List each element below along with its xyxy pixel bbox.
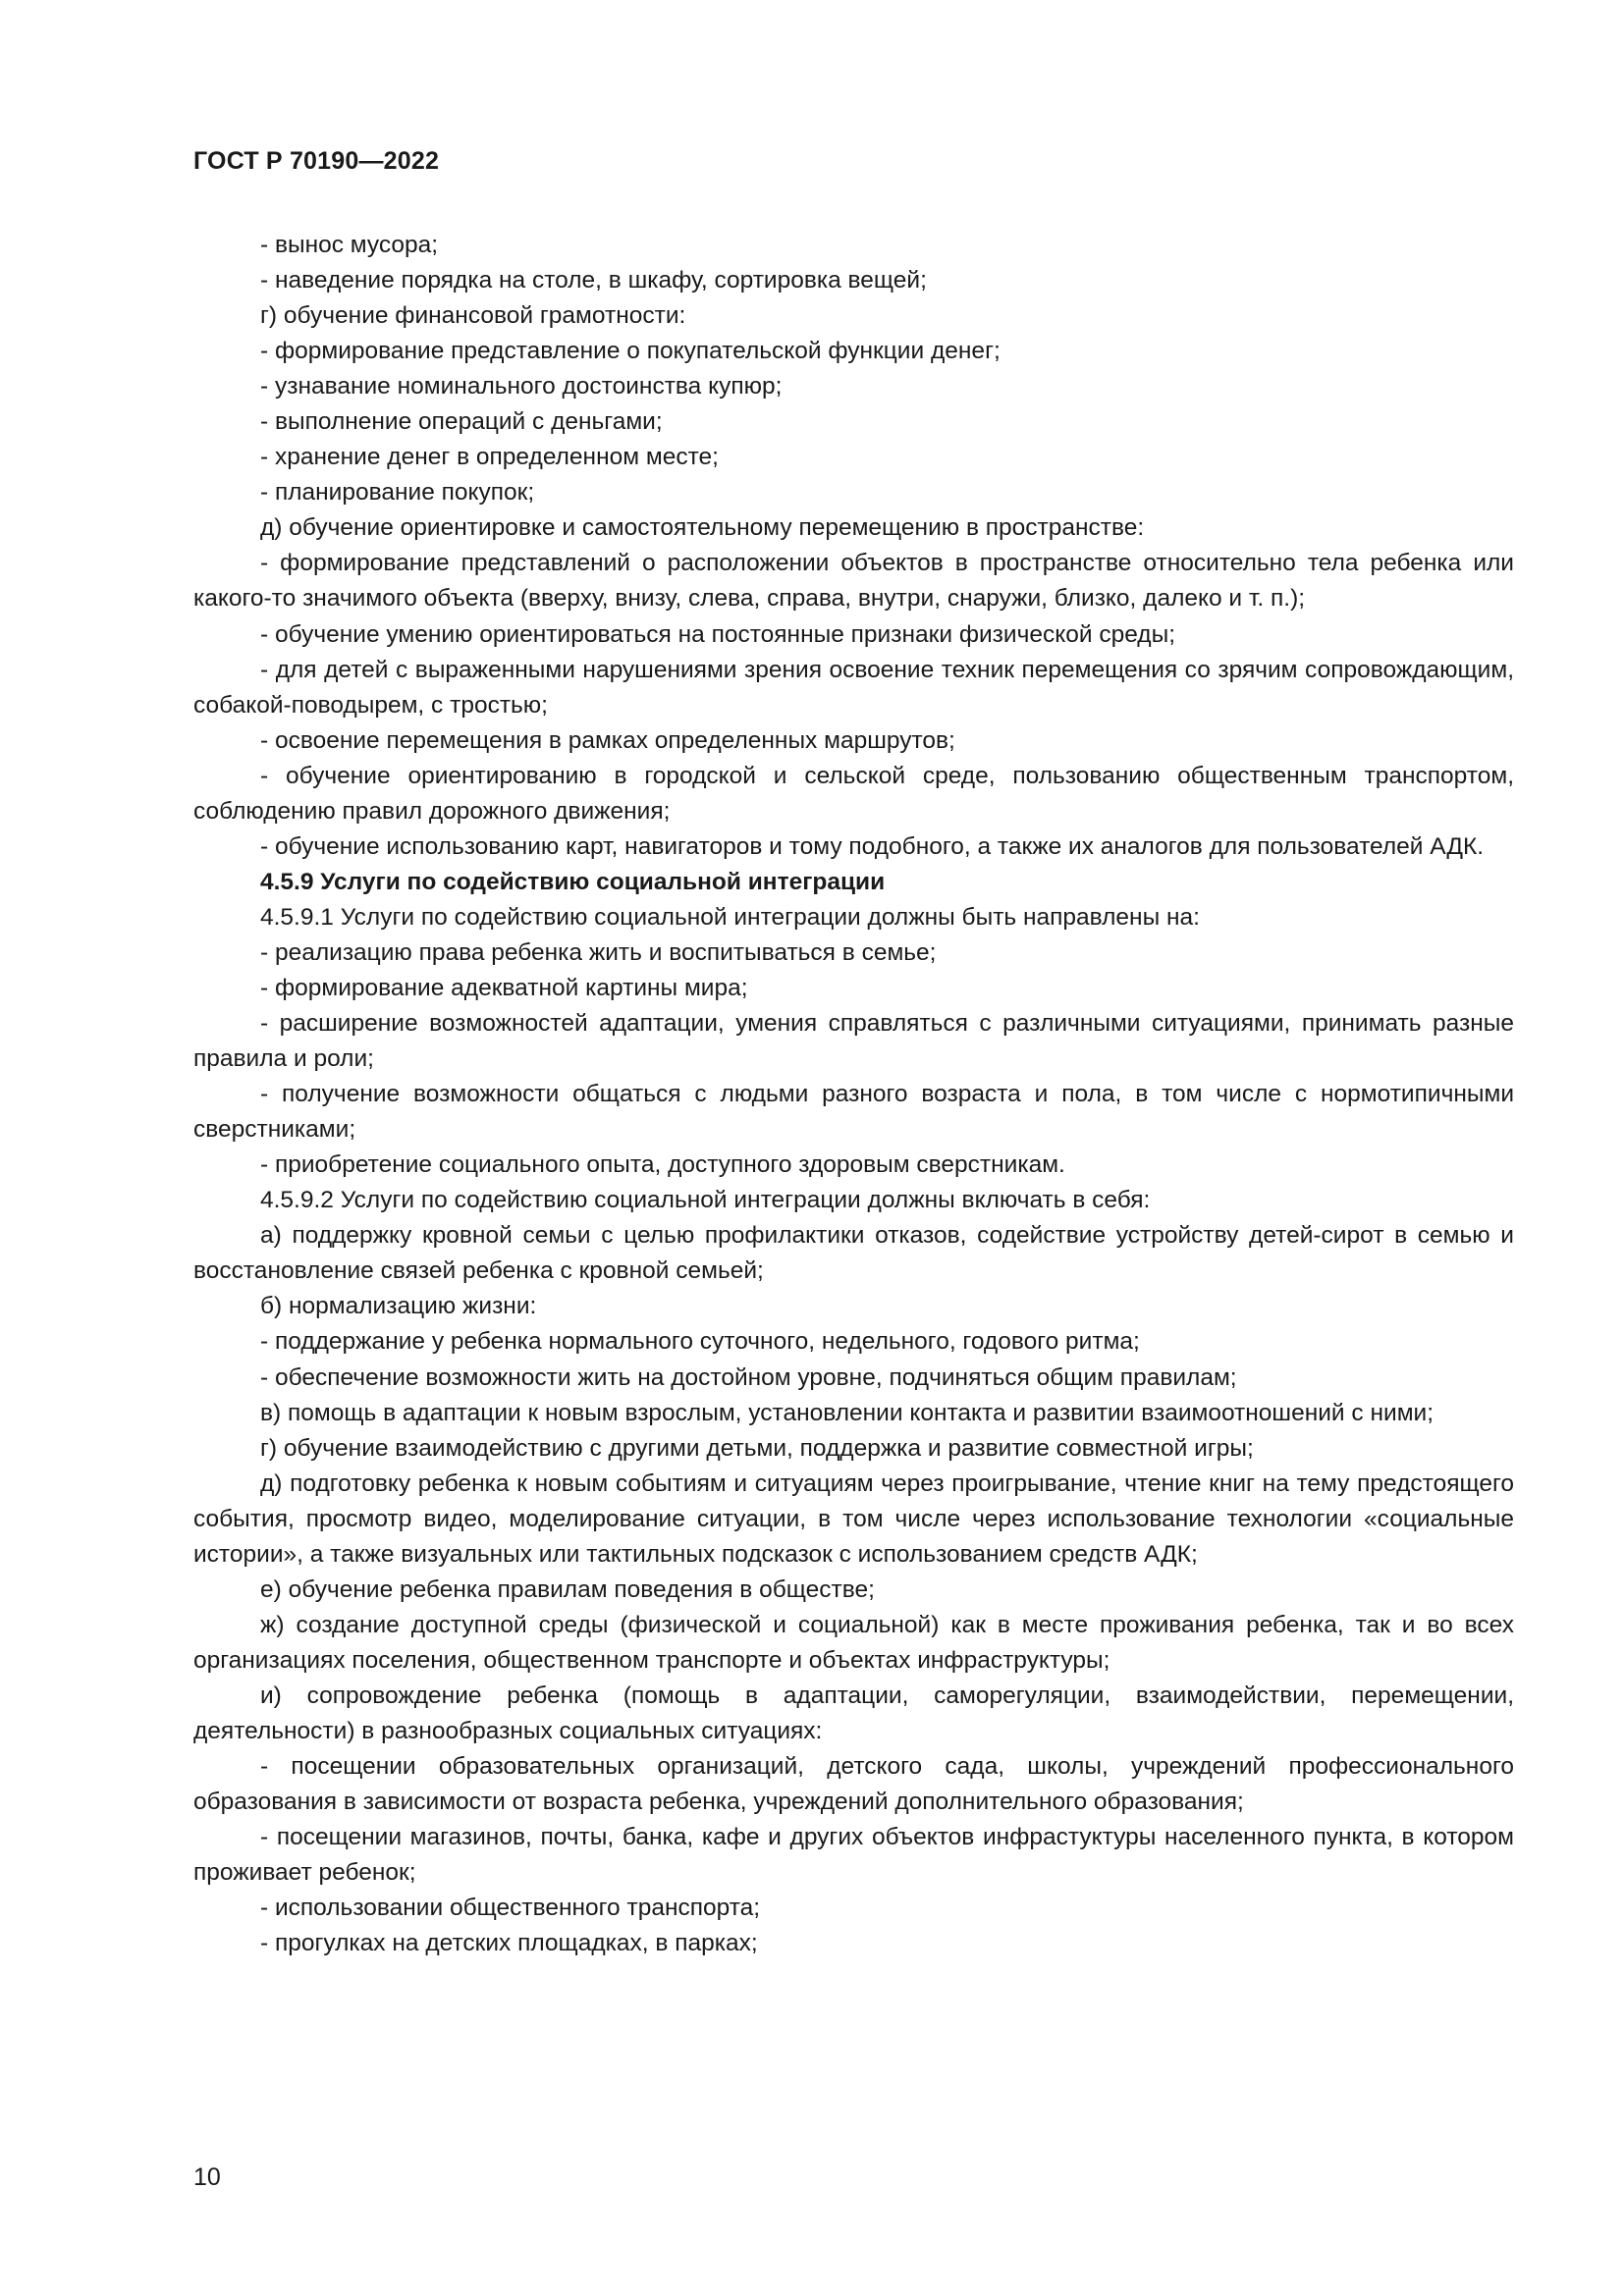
page-number: 10 (193, 2163, 221, 2191)
paragraph: г) обучение взаимодействию с другими детьми, поддержка и развитие совместной игры; (260, 1434, 1254, 1462)
paragraph: - использовании общественного транспорта; (260, 1895, 761, 1922)
paragraph: а) поддержку кровной семьи с целью профилактики отказов, содействие устройству детей-сирот в семью и восстановление связей ребенка с кровной семьей; (193, 1222, 1514, 1285)
paragraph: - хранение денег в определенном месте; (260, 444, 719, 471)
paragraph: - прогулках на детских площадках, в парках; (260, 1930, 758, 1957)
paragraph: - формирование представлений о расположении объектов в пространстве относительно тела ребенка или какого-то значимого объекта (вверху, внизу, слева, справа, внутри, снаружи, близко, далеко и т. п.); (193, 550, 1514, 613)
paragraph: - формирование адекватной картины мира; (260, 974, 748, 1001)
paragraph: - выполнение операций с деньгами; (260, 408, 663, 436)
paragraph: - наведение порядка на столе, в шкафу, сортировка вещей; (260, 267, 927, 294)
section-heading: 4.5.9 Услуги по содействию социальной интеграции (260, 868, 886, 895)
paragraph: е) обучение ребенка правилам поведения в обществе; (260, 1575, 875, 1603)
paragraph: - для детей с выраженными нарушениями зрения освоение техник перемещения со зрячим сопровождающим, собакой-поводырем, с тростью; (193, 656, 1514, 719)
paragraph: - вынос мусора; (260, 232, 439, 258)
paragraph: - освоение перемещения в рамках определенных маршрутов; (260, 726, 955, 754)
paragraph: б) нормализацию жизни: (260, 1293, 537, 1320)
paragraph: д) обучение ориентировке и самостоятельному перемещению в пространстве: (260, 514, 1145, 542)
paragraph: и) сопровождение ребенка (помощь в адаптации, саморегуляции, взаимодействии, перемещении, деятельности) в разнообразных социальных ситуациях: (193, 1682, 1514, 1744)
paragraph: д) подготовку ребенка к новым событиям и ситуациям через проигрывание, чтение книг на тему предстоящего события, просмотр видео, моделирование ситуации, в том числе через использование технологии «социальные истории», а также визуальных или тактильных подсказок с использованием средств АДК; (193, 1469, 1514, 1568)
paragraph: - обучение ориентированию в городской и сельской среде, пользованию общественным транспортом, соблюдению правил дорожного движения; (193, 762, 1514, 825)
paragraph: - узнавание номинального достоинства купюр; (260, 373, 783, 400)
paragraph: - поддержание у ребенка нормального суточного, недельного, годового ритма; (260, 1328, 1140, 1356)
paragraph: - обучение умению ориентироваться на постоянные признаки физической среды; (260, 620, 1176, 648)
paragraph: - расширение возможностей адаптации, умения справляться с различными ситуациями, принимать разные правила и роли; (193, 1010, 1514, 1073)
paragraph: - обучение использованию карт, навигаторов и тому подобного, а также их аналогов для пользователей АДК. (260, 832, 1485, 860)
standard-header: ГОСТ Р 70190—2022 (193, 147, 440, 175)
paragraph: - реализацию права ребенка жить и воспитываться в семье; (260, 938, 937, 966)
paragraph: - обеспечение возможности жить на достойном уровне, подчиняться общим правилам; (260, 1363, 1237, 1391)
paragraph: - посещении образовательных организаций, детского сада, школы, учреждений профессионального образования в зависимости от возраста ребенка, учреждений дополнительного образования; (193, 1753, 1514, 1816)
paragraph: - формирование представление о покупательской функции денег; (260, 338, 1001, 365)
paragraph: 4.5.9.2 Услуги по содействию социальной интеграции должны включать в себя: (260, 1187, 1151, 1214)
paragraph: - планирование покупок; (260, 479, 535, 507)
paragraph: 4.5.9.1 Услуги по содействию социальной интеграции должны быть направлены на: (260, 903, 1200, 931)
paragraph: - получение возможности общаться с людьми разного возраста и пола, в том числе с нормотипичными сверстниками; (193, 1081, 1514, 1144)
paragraph: ж) создание доступной среды (физической и социальной) как в месте проживания ребенка, так и во всех организациях поселения, общественном транспорте и объектах инфраструктуры; (193, 1611, 1514, 1674)
paragraph: в) помощь в адаптации к новым взрослым, установлении контакта и развитии взаимоотношений с ними; (260, 1399, 1435, 1426)
paragraph: г) обучение финансовой грамотности: (260, 302, 686, 330)
body-text (193, 228, 1514, 1961)
paragraph: - приобретение социального опыта, доступного здоровым сверстникам. (260, 1151, 1065, 1179)
paragraph: - посещении магазинов, почты, банка, кафе и других объектов инфрастуктуры населенного пункта, в котором проживает ребенок; (193, 1824, 1514, 1887)
